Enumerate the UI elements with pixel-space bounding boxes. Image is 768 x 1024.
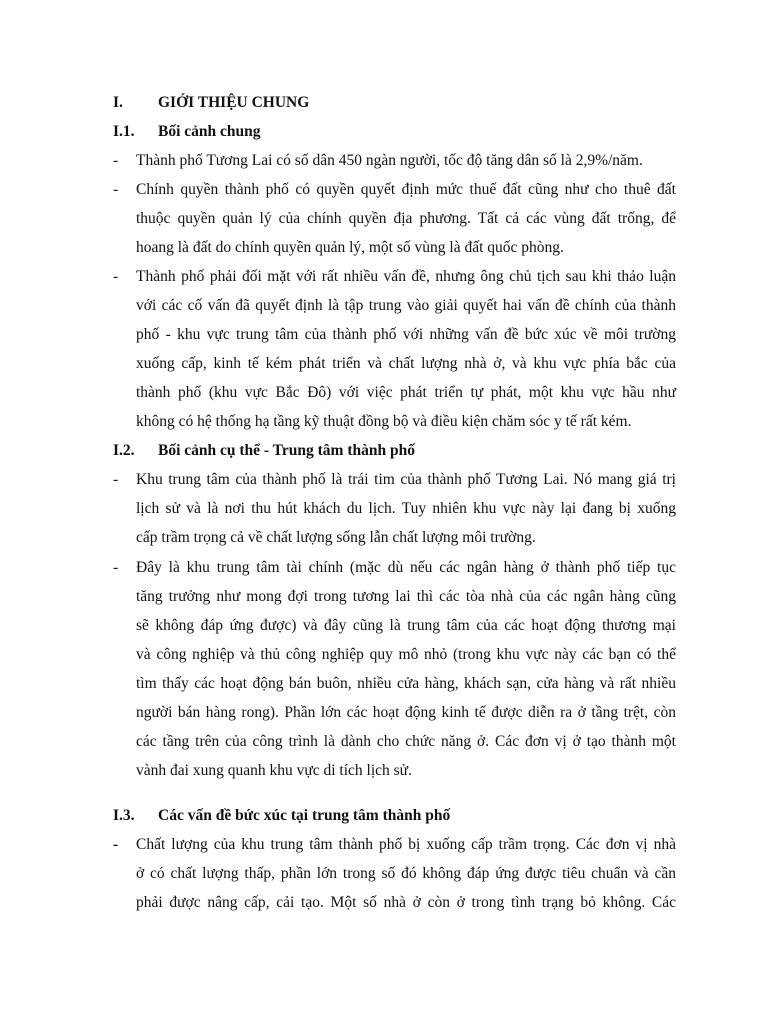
paragraph-line: xuống cấp, kinh tế kém phát triển và chất lượng nhà ở, và khu vực phía bắc của [136,355,676,372]
paragraph-line: cấp trầm trọng cả về chất lượng sống lẫn chất lượng môi trường. [136,529,536,546]
paragraph-line: tìm thấy các hoạt động bán buôn, nhiều cửa hàng, khách sạn, cửa hàng và rất nhiều [136,675,676,692]
bullet-paragraph [136,465,676,552]
bullet-paragraph [136,175,676,262]
bullet-marker: - [113,268,119,285]
section-heading-1 [113,93,309,113]
paragraph-line: Thành phố Tương Lai có số dân 450 ngàn người, tốc độ tăng dân số là 2,9%/năm. [136,152,643,169]
section-title: Các vấn đề bức xúc tại trung tâm thành phố [158,807,451,824]
paragraph-line: Khu trung tâm của thành phố là trái tim của thành phố Tương Lai. Nó mang giá trị [136,471,676,488]
bullet-marker: - [113,559,119,576]
section-title: Bối cảnh chung [158,123,261,140]
paragraph-line: hoang là đất do chính quyền quản lý, một số vùng là đất quốc phòng. [136,239,564,256]
bullet-paragraph [136,146,676,175]
paragraph-line: thành phố (khu vực Bắc Đô) với việc phát triển tự phát, một khu vực hầu như [136,384,676,401]
paragraph-line: tăng trưởng như mong đợi trong tương lai thì các tòa nhà của các ngân hàng cũng [136,588,676,605]
bullet-marker: - [113,471,119,488]
section-title: GIỚI THIỆU CHUNG [158,94,310,111]
bullet-paragraph [136,553,676,785]
paragraph-line: với các cố vấn đã quyết định là tập trung vào giải quyết hai vấn đề chính của thành [136,297,676,314]
section-number: I.1. [113,123,135,140]
paragraph-line: Đây là khu trung tâm tài chính (mặc dù nếu các ngân hàng ở thành phố tiếp tục [136,559,676,576]
section-number: I. [113,94,123,111]
paragraph-line: không có hệ thống hạ tầng kỹ thuật đồng bộ và điều kiện chăm sóc y tế rất kém. [136,413,632,430]
section-heading-1-2 [113,441,415,461]
paragraph-line: phố - khu vực trung tâm của thành phố với những vấn đề bức xúc về môi trường [136,326,676,343]
paragraph-line: ở có chất lượng thấp, phần lớn trong số đó không đáp ứng được tiêu chuẩn và cần [136,865,676,882]
paragraph-line: và công nghiệp và thủ công nghiệp quy mô nhỏ (trong khu vực này các bạn có thể [136,646,676,663]
bullet-paragraph [136,262,676,436]
bullet-marker: - [113,152,119,169]
section-title: Bối cảnh cụ thể - Trung tâm thành phố [158,442,415,459]
paragraph-line: Thành phố phải đối mặt với rất nhiều vấn đề, nhưng ông chủ tịch sau khi thảo luận [136,268,676,285]
bullet-marker: - [113,836,119,853]
paragraph-line: Chất lượng của khu trung tâm thành phố bị xuống cấp trầm trọng. Các đơn vị nhà [136,836,676,853]
section-number: I.3. [113,807,135,824]
paragraph-line: phải được nâng cấp, cải tạo. Một số nhà ở còn ở trong tình trạng bỏ không. Các [136,894,676,911]
bullet-paragraph [136,830,676,917]
paragraph-line: sẽ không đáp ứng được) và đây cũng là trung tâm của các hoạt động thương mại [136,617,676,634]
section-number: I.2. [113,442,135,459]
paragraph-line: người bán hàng rong). Phần lớn các hoạt động kinh tế được diễn ra ở tầng trệt, còn [136,704,676,721]
bullet-marker: - [113,181,119,198]
section-heading-1-1 [113,122,261,142]
section-heading-1-3 [113,806,450,826]
paragraph-line: thuộc quyền quản lý của chính quyền địa phương. Tất cả các vùng đất trống, để [136,210,676,227]
paragraph-line: lịch sử và là nơi thu hút khách du lịch. Tuy nhiên khu vực này lại đang bị xuống [136,500,676,517]
paragraph-line: vành đai xung quanh khu vực di tích lịch sử. [136,762,412,779]
paragraph-line: Chính quyền thành phố có quyền quyết định mức thuế đất cũng như cho thuê đất [136,181,676,198]
paragraph-line: các tầng trên của công trình là dành cho chức năng ở. Các đơn vị ở tạo thành một [136,733,676,750]
